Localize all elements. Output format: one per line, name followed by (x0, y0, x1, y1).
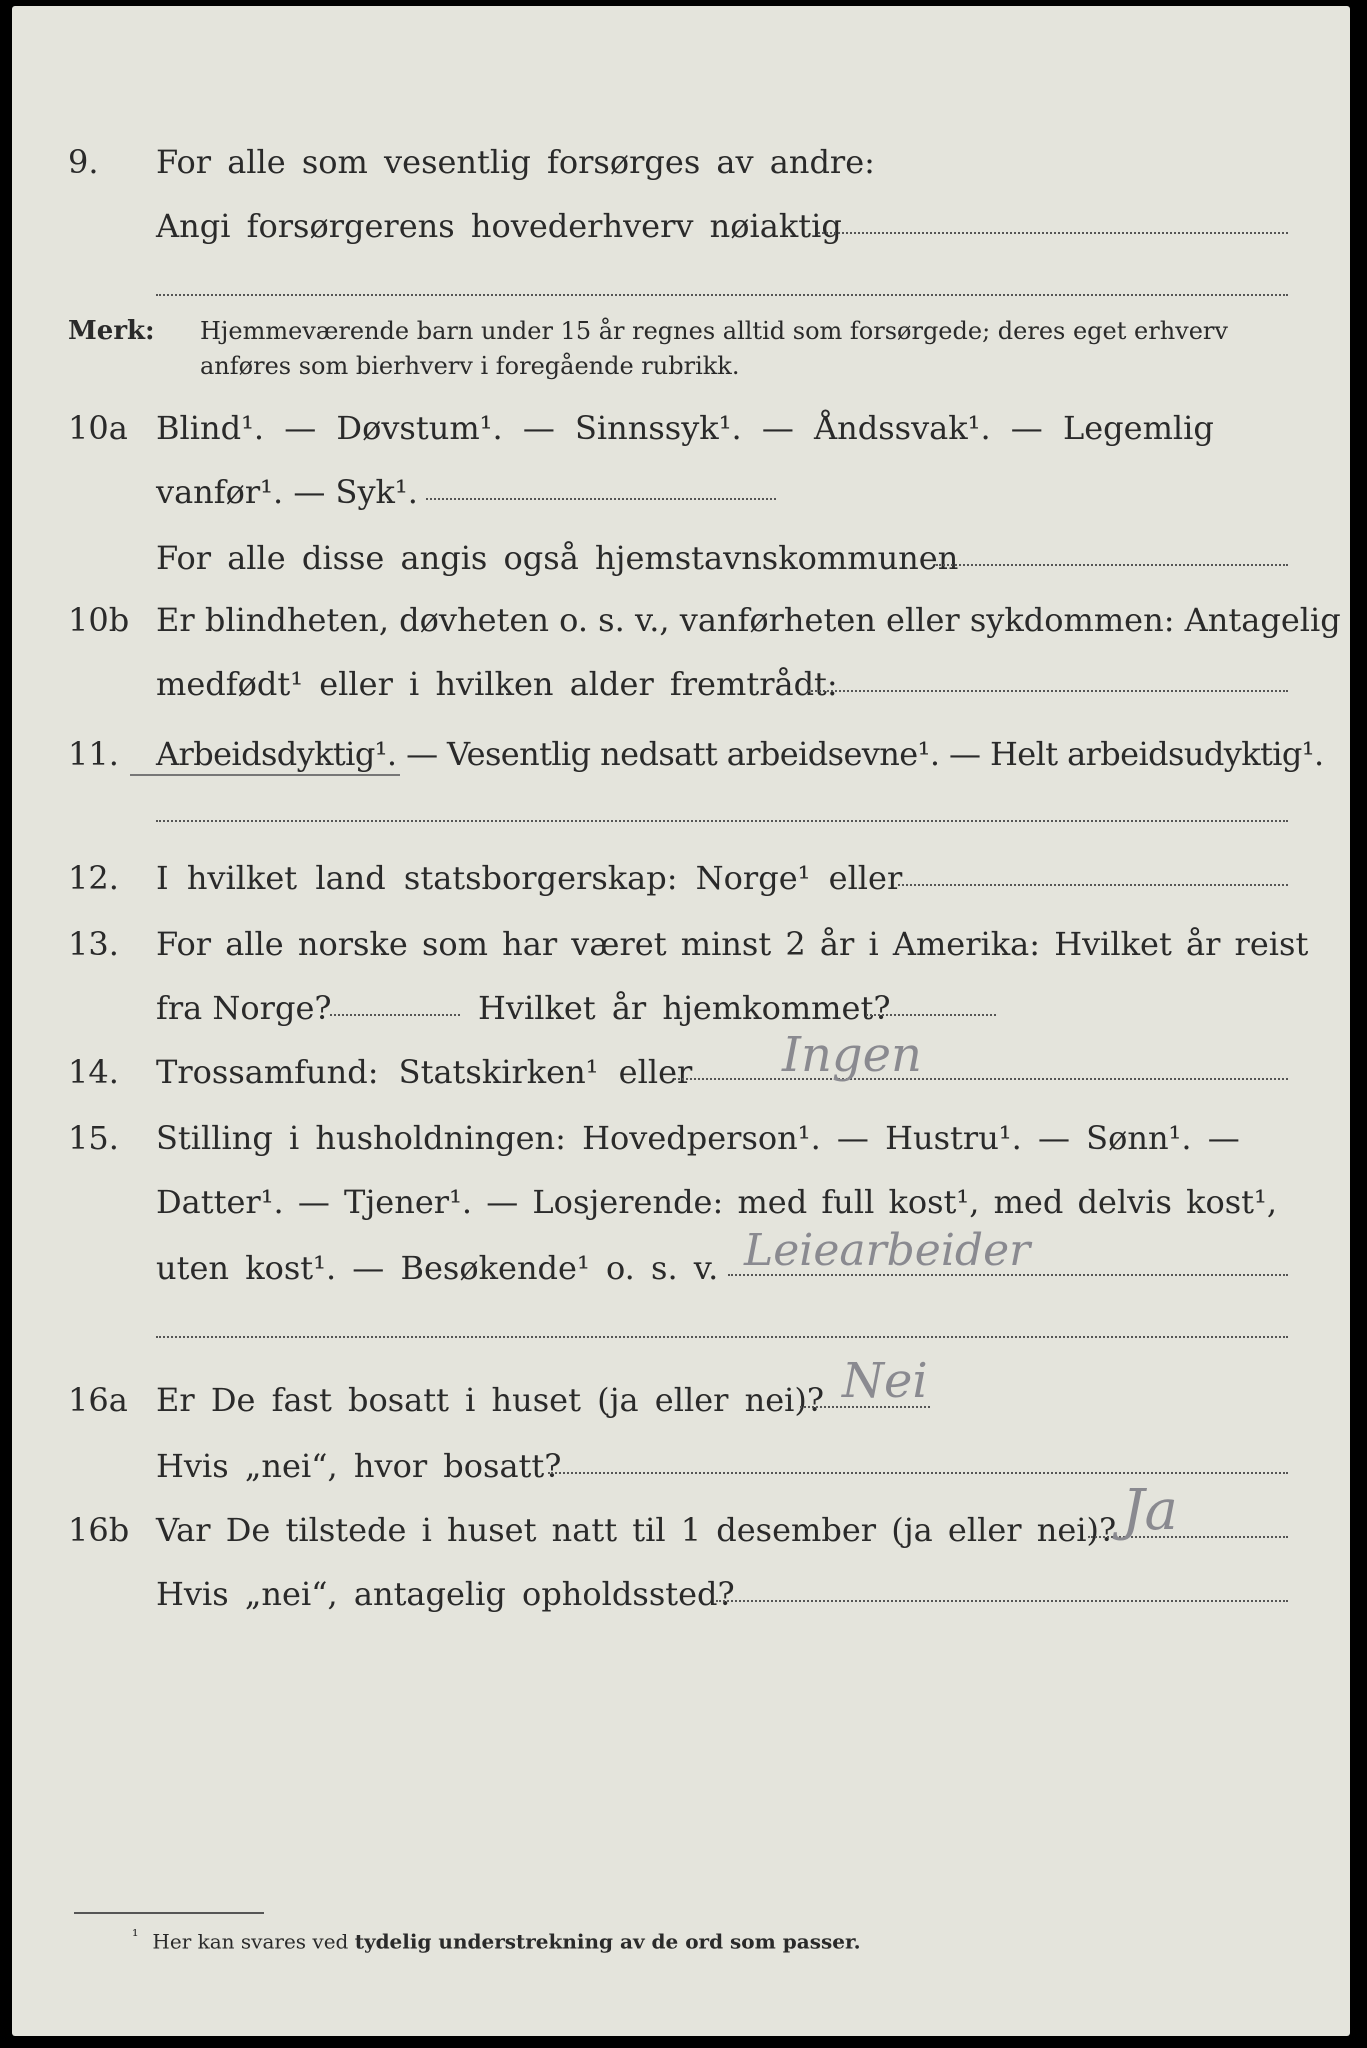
q10a-line2: vanfør¹. — Syk¹. (156, 473, 418, 511)
q9-line1: For alle som vesentlig forsørges av andre: (156, 143, 875, 181)
footnote-mark: ¹ (132, 1926, 139, 1945)
q16a-handwritten-answer: Nei (842, 1353, 928, 1409)
merk-label: Merk: (68, 316, 155, 346)
q13-number: 13. (68, 925, 119, 963)
q14-number: 14. (68, 1053, 119, 1091)
q14-answer-line[interactable] (674, 1078, 1288, 1080)
q16a-line1: Er De fast bosatt i huset (ja eller nei)? (156, 1381, 825, 1419)
q16b-opholdssted-line[interactable] (716, 1600, 1288, 1602)
footnote (132, 1923, 861, 1955)
q12-number: 12. (68, 859, 119, 897)
q11-line1: Arbeidsdyktig¹. — Vesentlig nedsatt arbeidsevne¹. — Helt arbeidsudyktig¹. (156, 735, 1324, 773)
q10a-hjemstavn-line[interactable] (936, 564, 1288, 566)
q10a-number: 10a (68, 409, 128, 447)
footnote-divider (74, 1912, 264, 1914)
footnote-text-bold: tydelig understrekning av de ord som passer. (354, 1929, 861, 1954)
q13-line2b: Hvilket år hjemkommet? (478, 989, 891, 1027)
q10b-line2: medfødt¹ eller i hvilken alder fremtrådt: (156, 665, 838, 703)
q15-line3: uten kost¹. — Besøkende¹ o. s. v. (156, 1249, 719, 1287)
q9-line2: Angi forsørgerens hovederhverv nøiaktig (156, 207, 842, 245)
q13-hjemkommet-line[interactable] (866, 1014, 996, 1016)
q9-extra-line[interactable] (156, 294, 1288, 296)
q16b-answer-line[interactable] (1088, 1536, 1288, 1538)
q15-number: 15. (68, 1119, 119, 1157)
census-form-page (12, 6, 1350, 2036)
q15-line2: Datter¹. — Tjener¹. — Losjerende: med full kost¹, med delvis kost¹, (156, 1183, 1278, 1221)
q16a-number: 16a (68, 1381, 128, 1419)
q16b-handwritten-answer: Ja (1122, 1478, 1178, 1543)
q16a-line2: Hvis „nei“, hvor bosatt? (156, 1447, 562, 1485)
q9-number: 9. (68, 143, 99, 181)
q15-handwritten-answer: Leiearbeider (744, 1225, 1031, 1276)
q12-answer-line[interactable] (898, 884, 1288, 886)
q13-reist-line[interactable] (330, 1014, 460, 1016)
q10a-line3: For alle disse angis også hjemstavnskommunen (156, 539, 959, 577)
q13-line1: For alle norske som har været minst 2 år i Amerika: Hvilket år reist (156, 925, 1309, 963)
merk-line2: anføres som bierhverv i foregående rubrikk. (200, 352, 740, 380)
q15-extra-line[interactable] (156, 1336, 1288, 1338)
q10a-answer-line[interactable] (426, 498, 776, 500)
q11-extra-line[interactable] (156, 820, 1288, 822)
merk-line1: Hjemmeværende barn under 15 år regnes alltid som forsørgede; deres eget erhverv (200, 317, 1228, 345)
q10a-line1: Blind¹. — Døvstum¹. — Sinnssyk¹. — Åndssvak¹. — Legemlig (156, 409, 1214, 447)
q11-underline-arbeidsdyktig (130, 774, 400, 776)
q15-line1: Stilling i husholdningen: Hovedperson¹. — Hustru¹. — Sønn¹. — (156, 1119, 1240, 1157)
q14-line1: Trossamfund: Statskirken¹ eller (156, 1053, 693, 1091)
footnote-text-plain: Her kan svares ved (152, 1929, 349, 1954)
q13-line2a: fra Norge? (156, 989, 332, 1027)
q10b-line1: Er blindheten, døvheten o. s. v., vanførheten eller sykdommen: Antagelig (156, 601, 1341, 639)
q14-handwritten-answer: Ingen (782, 1027, 922, 1083)
q16a-bosatt-line[interactable] (548, 1472, 1288, 1474)
q10b-number: 10b (68, 601, 130, 639)
q16b-line1: Var De tilstede i huset natt til 1 desember (ja eller nei)? (156, 1511, 1117, 1549)
q12-line1: I hvilket land statsborgerskap: Norge¹ eller (156, 859, 903, 897)
q9-answer-line[interactable] (818, 232, 1288, 234)
q16b-number: 16b (68, 1511, 130, 1549)
q11-number: 11. (68, 735, 119, 773)
q10b-answer-line[interactable] (808, 690, 1288, 692)
q16b-line2: Hvis „nei“, antagelig opholdssted? (156, 1575, 735, 1613)
